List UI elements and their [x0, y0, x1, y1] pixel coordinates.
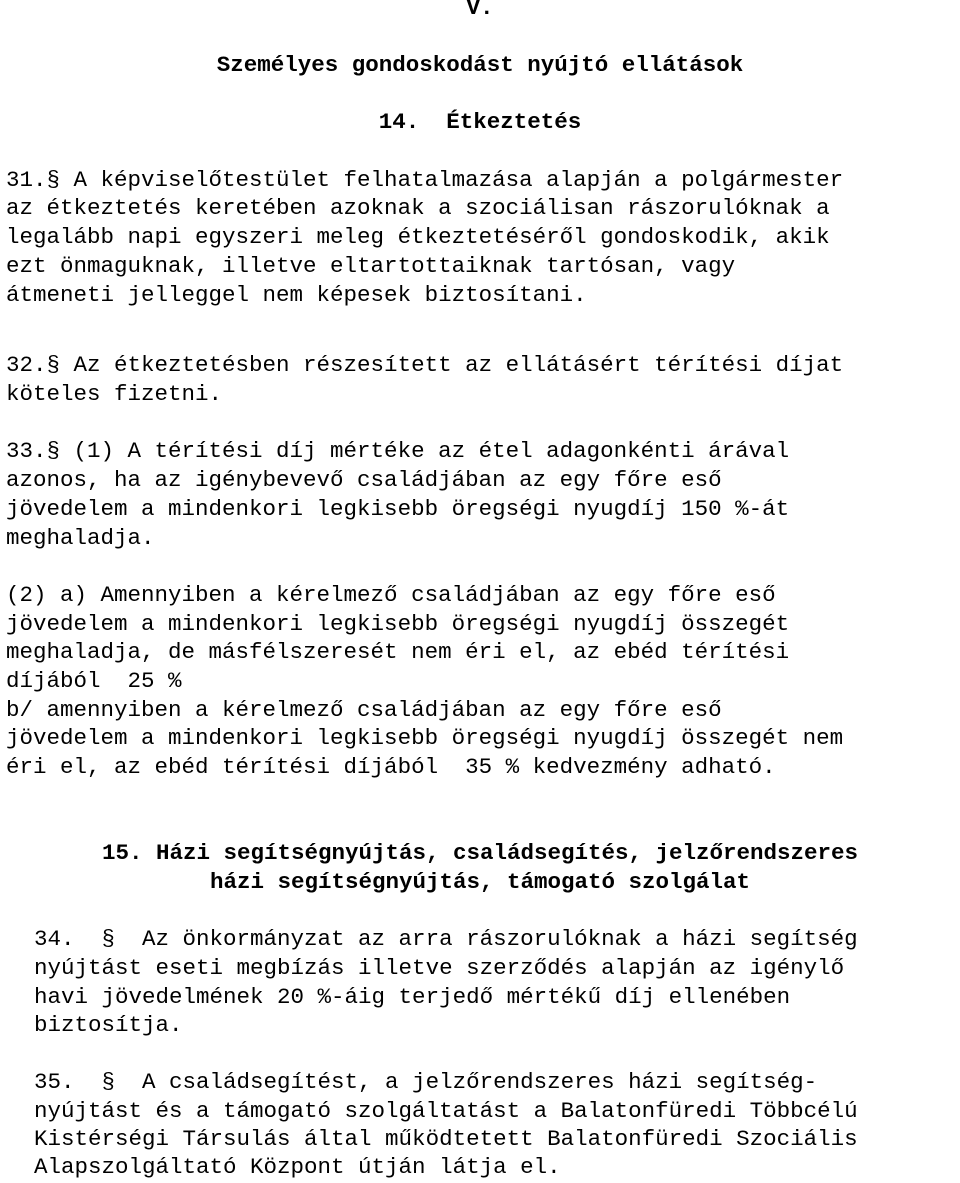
- paragraph-line: éri el, az ebéd térítési díjából 35 % kedvezmény adható.: [6, 754, 776, 780]
- section-15-title-line-1: 15. Házi segítségnyújtás, családsegítés, jelzőrendszeres: [101, 840, 859, 866]
- paragraph-line: 35. § A családsegítést, a jelzőrendszeres házi segítség-: [34, 1069, 818, 1095]
- paragraph-line: nyújtást eseti megbízás illetve szerződés alapján az igénylő: [34, 955, 845, 981]
- paragraph-line: (2) a) Amennyiben a kérelmező családjában az egy főre eső: [6, 582, 776, 608]
- chapter-number: V.: [466, 0, 494, 21]
- paragraph-line: meghaladja, de másfélszeresét nem éri el, az ebéd térítési: [6, 639, 790, 665]
- paragraph-line: 34. § Az önkormányzat az arra rászorulóknak a házi segítség: [34, 926, 858, 952]
- paragraph-line: ezt önmaguknak, illetve eltartottaiknak tartósan, vagy: [6, 253, 736, 279]
- section-14-title: 14. Étkeztetés: [378, 109, 582, 135]
- chapter-title: Személyes gondoskodást nyújtó ellátások: [216, 52, 744, 78]
- paragraph-line: havi jövedelmének 20 %-áig terjedő mértékű díj ellenében: [34, 984, 791, 1010]
- paragraph-line: átmeneti jelleggel nem képesek biztosítani.: [6, 282, 587, 308]
- paragraph-line: 33.§ (1) A térítési díj mértéke az étel adagonkénti árával: [6, 438, 790, 464]
- paragraph-line: Alapszolgáltató Központ útján látja el.: [34, 1154, 561, 1180]
- paragraph-line: 31.§ A képviselőtestület felhatalmazása alapján a polgármester: [6, 167, 844, 193]
- paragraph-line: biztosítja.: [34, 1012, 183, 1038]
- paragraph-line: Kistérségi Társulás által működtetett Balatonfüredi Szociális: [34, 1126, 858, 1152]
- paragraph-line: b/ amennyiben a kérelmező családjában az egy főre eső: [6, 697, 722, 723]
- paragraph-line: jövedelem a mindenkori legkisebb öregségi nyugdíj 150 %-át: [6, 496, 790, 522]
- paragraph-line: 32.§ Az étkeztetésben részesített az ellátásért térítési díjat: [6, 352, 844, 378]
- section-15-title-line-2: házi segítségnyújtás, támogató szolgálat: [209, 869, 751, 895]
- paragraph-line: nyújtást és a támogató szolgáltatást a Balatonfüredi Többcélú: [34, 1098, 858, 1124]
- paragraph-line: köteles fizetni.: [6, 381, 223, 407]
- paragraph-line: legalább napi egyszeri meleg étkeztetéséről gondoskodik, akik: [6, 224, 830, 250]
- paragraph-line: díjából 25 %: [6, 668, 182, 694]
- paragraph-line: jövedelem a mindenkori legkisebb öregségi nyugdíj összegét nem: [6, 725, 844, 751]
- paragraph-line: jövedelem a mindenkori legkisebb öregségi nyugdíj összegét: [6, 611, 790, 637]
- paragraph-line: meghaladja.: [6, 525, 155, 551]
- paragraph-line: azonos, ha az igénybevevő családjában az egy főre eső: [6, 467, 722, 493]
- paragraph-line: az étkeztetés keretében azoknak a szociálisan rászorulóknak a: [6, 195, 830, 221]
